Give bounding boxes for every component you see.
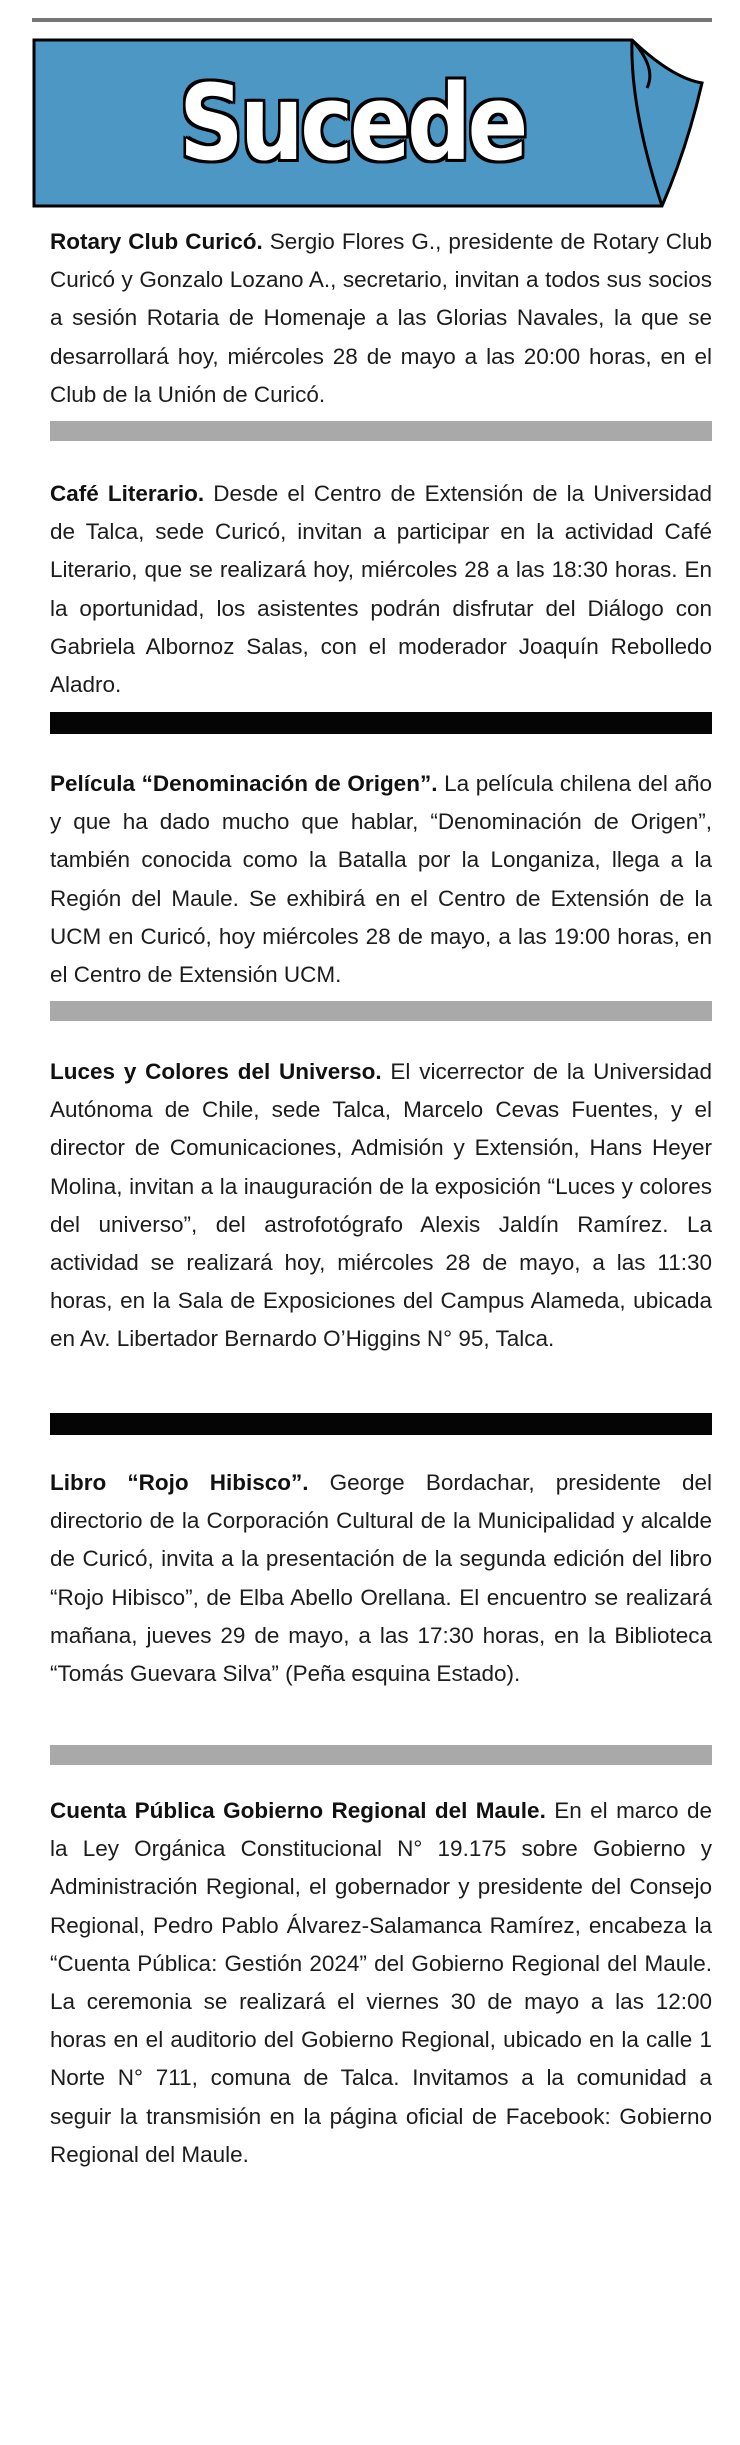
event-item-pelicula: [50, 765, 712, 994]
event-body: Desde el Centro de Extensión de la Universidad de Talca, sede Curicó, invitan a participar en la actividad Café Literario, que se realizará hoy, miércoles 28 a las 18:30 horas. En la oportunidad, los asistentes podrán disfrutar del Diálogo con Gabriela Albornoz Salas, con el moderador Joaquín Rebolledo Aladro.: [50, 481, 712, 698]
separator-black: [50, 1413, 712, 1435]
event-heading: Libro “Rojo Hibisco”.: [50, 1470, 309, 1495]
event-item-cuenta-publica: [50, 1792, 712, 2174]
event-item-rojo-hibisco: [50, 1464, 712, 1693]
top-rule: [32, 18, 712, 22]
event-body: El vicerrector de la Universidad Autónoma de Chile, sede Talca, Marcelo Cevas Fuentes, y el director de Comunicaciones, Admisión y Extensión, Hans Heyer Molina, invitan a la inauguración de la exposición “Luces y colores del universo”, del astrofotógrafo Alexis Jaldín Ramírez. La actividad se realizará hoy, miércoles 28 de mayo, a las 11:30 horas, en la Sala de Exposiciones del Campus Alameda, ubicada en Av. Libertador Bernardo O’Higgins N° 95, Talca.: [50, 1059, 712, 1352]
separator-gray: [50, 1001, 712, 1021]
section-banner: [32, 38, 712, 208]
event-body: George Bordachar, presidente del directorio de la Corporación Cultural de la Municipalidad y alcalde de Curicó, invita a la presentación de la segunda edición del libro “Rojo Hibisco”, de Elba Abello Orellana. El encuentro se realizará mañana, jueves 29 de mayo, a las 17:30 horas, en la Biblioteca “Tomás Guevara Silva” (Peña esquina Estado).: [50, 1470, 712, 1687]
event-body: Sergio Flores G., presidente de Rotary Club Curicó y Gonzalo Lozano A., secretario, invitan a todos sus socios a sesión Rotaria de Homenaje a las Glorias Navales, la que se desarrollará hoy, miércoles 28 de mayo a las 20:00 horas, en el Club de la Unión de Curicó.: [50, 229, 712, 407]
event-heading: Película “Denominación de Origen”.: [50, 771, 438, 796]
event-heading: Cuenta Pública Gobierno Regional del Maule.: [50, 1798, 546, 1823]
separator-gray: [50, 1745, 712, 1765]
event-body: La película chilena del año y que ha dado mucho que hablar, “Denominación de Origen”, también conocida como la Batalla por la Longaniza, llega a la Región del Maule. Se exhibirá en el Centro de Extensión de la UCM en Curicó, hoy miércoles 28 de mayo, a las 19:00 horas, en el Centro de Extensión UCM.: [50, 771, 713, 988]
event-heading: Rotary Club Curicó.: [50, 229, 263, 254]
event-body: En el marco de la Ley Orgánica Constitucional N° 19.175 sobre Gobierno y Administración Regional, el gobernador y presidente del Consejo Regional, Pedro Pablo Álvarez-Salamanca Ramírez, encabeza la “Cuenta Pública: Gestión 2024” del Gobierno Regional del Maule. La ceremonia se realizará el viernes 30 de mayo a las 12:00 horas en el auditorio del Gobierno Regional, ubicado en la calle 1 Norte N° 711, comuna de Talca. Invitamos a la comunidad a seguir la transmisión en la página oficial de Facebook: Gobierno Regional del Maule.: [50, 1798, 713, 2167]
separator-black: [50, 712, 712, 734]
separator-gray: [50, 421, 712, 441]
event-item-cafe-literario: [50, 475, 712, 704]
event-item-luces-colores: [50, 1053, 712, 1359]
section-title: Sucede: [179, 62, 525, 184]
event-heading: Café Literario.: [50, 481, 205, 506]
event-item-rotary: [50, 223, 712, 414]
event-heading: Luces y Colores del Universo.: [50, 1059, 382, 1084]
